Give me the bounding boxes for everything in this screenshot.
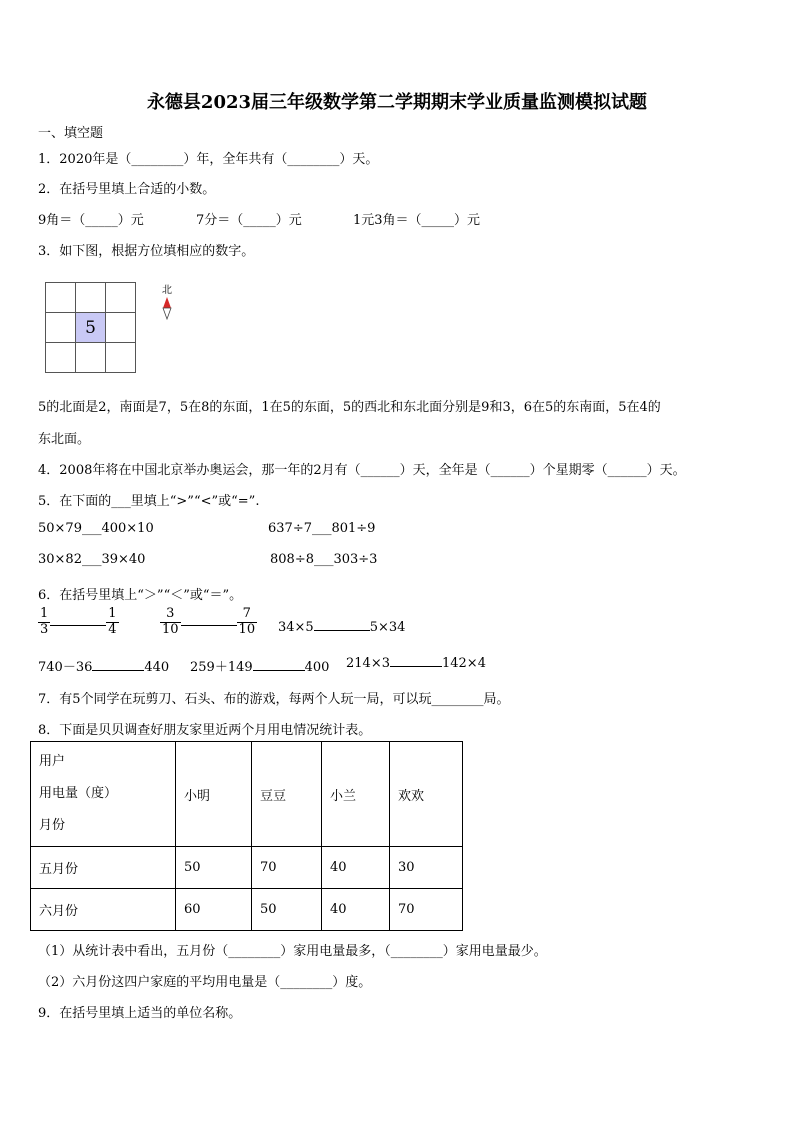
fraction-denominator: 10 [162,621,179,637]
compass-north-label: 北 [162,285,172,296]
expression-left: 259＋149 [190,660,253,675]
q3-description-line-1: 5的北面是2，南面是7，5在8的东面，1在5的东面，5的西北和东北面分别是9和3，6在5的东南面，5在4的 [38,400,661,415]
q2-item-2: 7分＝（_____）元 [196,213,302,228]
question-7: 7．有5个同学在玩剪刀、石头、布的游戏，每两个人玩一局，可以玩________局。 [38,692,510,707]
q6-fraction-compare-2 [160,607,257,638]
table-row [31,889,463,931]
q5-item-1: 50×79___400×10 [38,521,154,536]
table-row [31,847,463,889]
row-header: 六月份 [31,889,176,931]
answer-blank [50,625,106,626]
q6-item-4 [38,656,169,675]
answer-blank [92,670,144,671]
fraction [160,607,181,638]
table-cell: 50 [176,847,252,889]
question-6: 6．在括号里填上“＞”“＜”或“＝”。 [38,588,243,603]
answer-blank [390,666,442,667]
q6-item-3 [278,620,405,635]
grid-cell [46,283,76,313]
table-cell: 60 [176,889,252,931]
grid-cell [46,313,76,343]
question-3: 3．如下图，根据方位填相应的数字。 [38,244,255,259]
expression-right: 440 [144,660,170,675]
q5-item-2: 637÷7___801÷9 [268,521,376,536]
column-header: 小兰 [322,742,390,847]
electricity-usage-table [30,741,463,931]
q3-description-line-2: 东北面。 [38,432,91,447]
expression-right: 400 [304,660,330,675]
q6-item-6 [346,656,486,671]
page-title: 永德县2023届三年级数学第二学期期末学业质量监测模拟试题 [146,92,648,113]
compass-arrow-icon [161,296,173,320]
question-5: 5．在下面的___里填上“>”“<”或“=”. [38,494,260,509]
q8-subquestion-2: （2）六月份这四户家庭的平均用电量是（________）度。 [38,975,372,990]
q8-subquestion-1: （1）从统计表中看出，五月份（________）家用电量最多，（________）家用电量最少。 [38,944,547,959]
grid-cell-center: 5 [76,313,106,343]
header-line-usage: 用电量（度） [39,786,118,801]
question-2: 2．在括号里填上合适的小数。 [38,182,216,197]
fraction [38,607,50,638]
answer-blank [253,670,305,671]
grid-cell [46,343,76,373]
fraction-numerator: 1 [108,606,117,621]
grid-cell [106,343,136,373]
table-cell: 50 [252,889,322,931]
fraction-numerator: 3 [160,607,181,623]
fraction [237,607,258,638]
question-8: 8．下面是贝贝调查好朋友家里近两个月用电情况统计表。 [38,723,372,738]
grid-cell [76,343,106,373]
q2-item-1: 9角＝（_____）元 [38,213,144,228]
answer-blank [314,630,370,631]
column-header: 豆豆 [252,742,322,847]
q5-item-4: 808÷8___303÷3 [270,552,378,567]
compass [158,281,176,323]
q6-item-5 [190,656,329,675]
expression-left: 34×5 [278,620,314,635]
fraction [106,607,118,638]
question-9: 9．在括号里填上适当的单位名称。 [38,1006,242,1021]
fraction-denominator: 10 [238,621,256,637]
header-line-month: 月份 [39,818,66,833]
table-cell: 30 [390,847,463,889]
grid-cell [76,283,106,313]
expression-right: 142×4 [441,656,486,671]
grid-cell [106,313,136,343]
q6-fraction-compare-1 [38,607,119,638]
fraction-denominator: 3 [40,621,49,637]
fraction-denominator: 4 [108,621,117,637]
grid-cell [106,283,136,313]
fraction-numerator: 1 [40,606,49,621]
question-4: 4．2008年将在中国北京举办奥运会，那一年的2月有（______）天，全年是（______）个星期零（______）天。 [38,463,686,478]
table-cell: 40 [322,847,390,889]
expression-left: 214×3 [346,656,390,671]
table-cell: 40 [322,889,390,931]
row-header: 五月份 [31,847,176,889]
question-1: 1．2020年是（________）年，全年共有（________）天。 [38,152,379,167]
column-header: 欢欢 [390,742,463,847]
expression-left: 740－36 [38,660,93,675]
q2-item-3: 1元3角＝（_____）元 [353,213,481,228]
table-cell: 70 [252,847,322,889]
answer-blank [181,625,237,626]
q5-item-3: 30×82___39×40 [38,552,146,567]
section-heading: 一、填空题 [38,126,104,141]
expression-right: 5×34 [369,620,406,635]
column-header: 小明 [176,742,252,847]
header-line-user: 用户 [39,754,66,769]
fraction-numerator: 7 [237,607,258,623]
direction-grid [45,282,136,373]
table-corner-header [31,742,176,847]
table-cell: 70 [390,889,463,931]
